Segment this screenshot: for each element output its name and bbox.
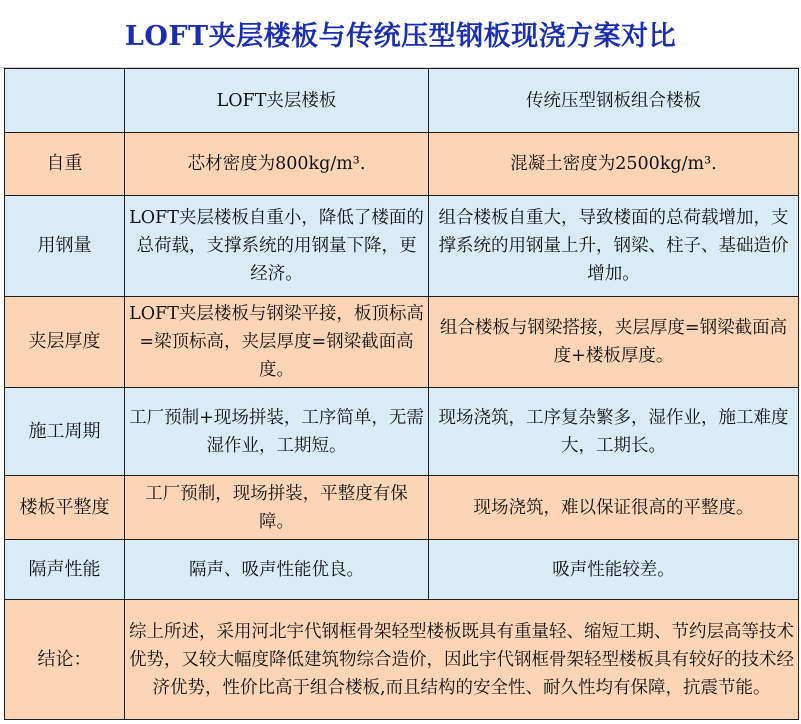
traditional-cell: 混凝土密度为2500kg/m³. — [429, 133, 799, 196]
loft-cell: LOFT夹层楼板与钢梁平接，板顶标高=梁顶标高，夹层厚度=钢梁截面高度。 — [125, 297, 429, 388]
row-label: 楼板平整度 — [5, 476, 125, 540]
traditional-cell: 吸声性能较差。 — [429, 540, 799, 600]
conclusion-text: 综上所述，采用河北宇代钢框骨架轻型楼板既具有重量轻、缩短工期、节约层高等技术优势，又较大幅度降低建筑物综合造价，因此宇代钢框骨架轻型楼板具有较好的技术经济优势，性价比高于组合楼板,而且结构的安全性、耐久性均有保障，抗震节能。 — [125, 600, 799, 720]
table-row — [5, 476, 799, 540]
corner-cell — [5, 69, 125, 133]
table-row — [5, 196, 799, 297]
row-label: 自重 — [5, 133, 125, 196]
page-title: LOFT夹层楼板与传统压型钢板现浇方案对比 — [0, 0, 801, 68]
loft-cell: LOFT夹层楼板自重小，降低了楼面的总荷载，支撑系统的用钢量下降，更经济。 — [125, 196, 429, 297]
loft-cell: 隔声、吸声性能优良。 — [125, 540, 429, 600]
comparison-table — [4, 68, 799, 720]
loft-cell: 工厂预制，现场拼装，平整度有保障。 — [125, 476, 429, 540]
table-row — [5, 133, 799, 196]
row-label: 用钢量 — [5, 196, 125, 297]
column-header-loft: LOFT夹层楼板 — [125, 69, 429, 133]
row-label: 夹层厚度 — [5, 297, 125, 388]
table-row — [5, 540, 799, 600]
traditional-cell: 组合楼板自重大，导致楼面的总荷载增加，支撑系统的用钢量上升，钢梁、柱子、基础造价增加。 — [429, 196, 799, 297]
traditional-cell: 组合楼板与钢梁搭接，夹层厚度=钢梁截面高度+楼板厚度。 — [429, 297, 799, 388]
table-row — [5, 388, 799, 476]
row-label: 隔声性能 — [5, 540, 125, 600]
loft-cell: 芯材密度为800kg/m³. — [125, 133, 429, 196]
table-row — [5, 297, 799, 388]
column-header-traditional: 传统压型钢板组合楼板 — [429, 69, 799, 133]
conclusion-row — [5, 600, 799, 720]
traditional-cell: 现场浇筑，工序复杂繁多，湿作业，施工难度大，工期长。 — [429, 388, 799, 476]
row-label: 施工周期 — [5, 388, 125, 476]
traditional-cell: 现场浇筑，难以保证很高的平整度。 — [429, 476, 799, 540]
loft-cell: 工厂预制+现场拼装，工序简单，无需湿作业，工期短。 — [125, 388, 429, 476]
conclusion-label: 结论： — [5, 600, 125, 720]
header-row — [5, 69, 799, 133]
